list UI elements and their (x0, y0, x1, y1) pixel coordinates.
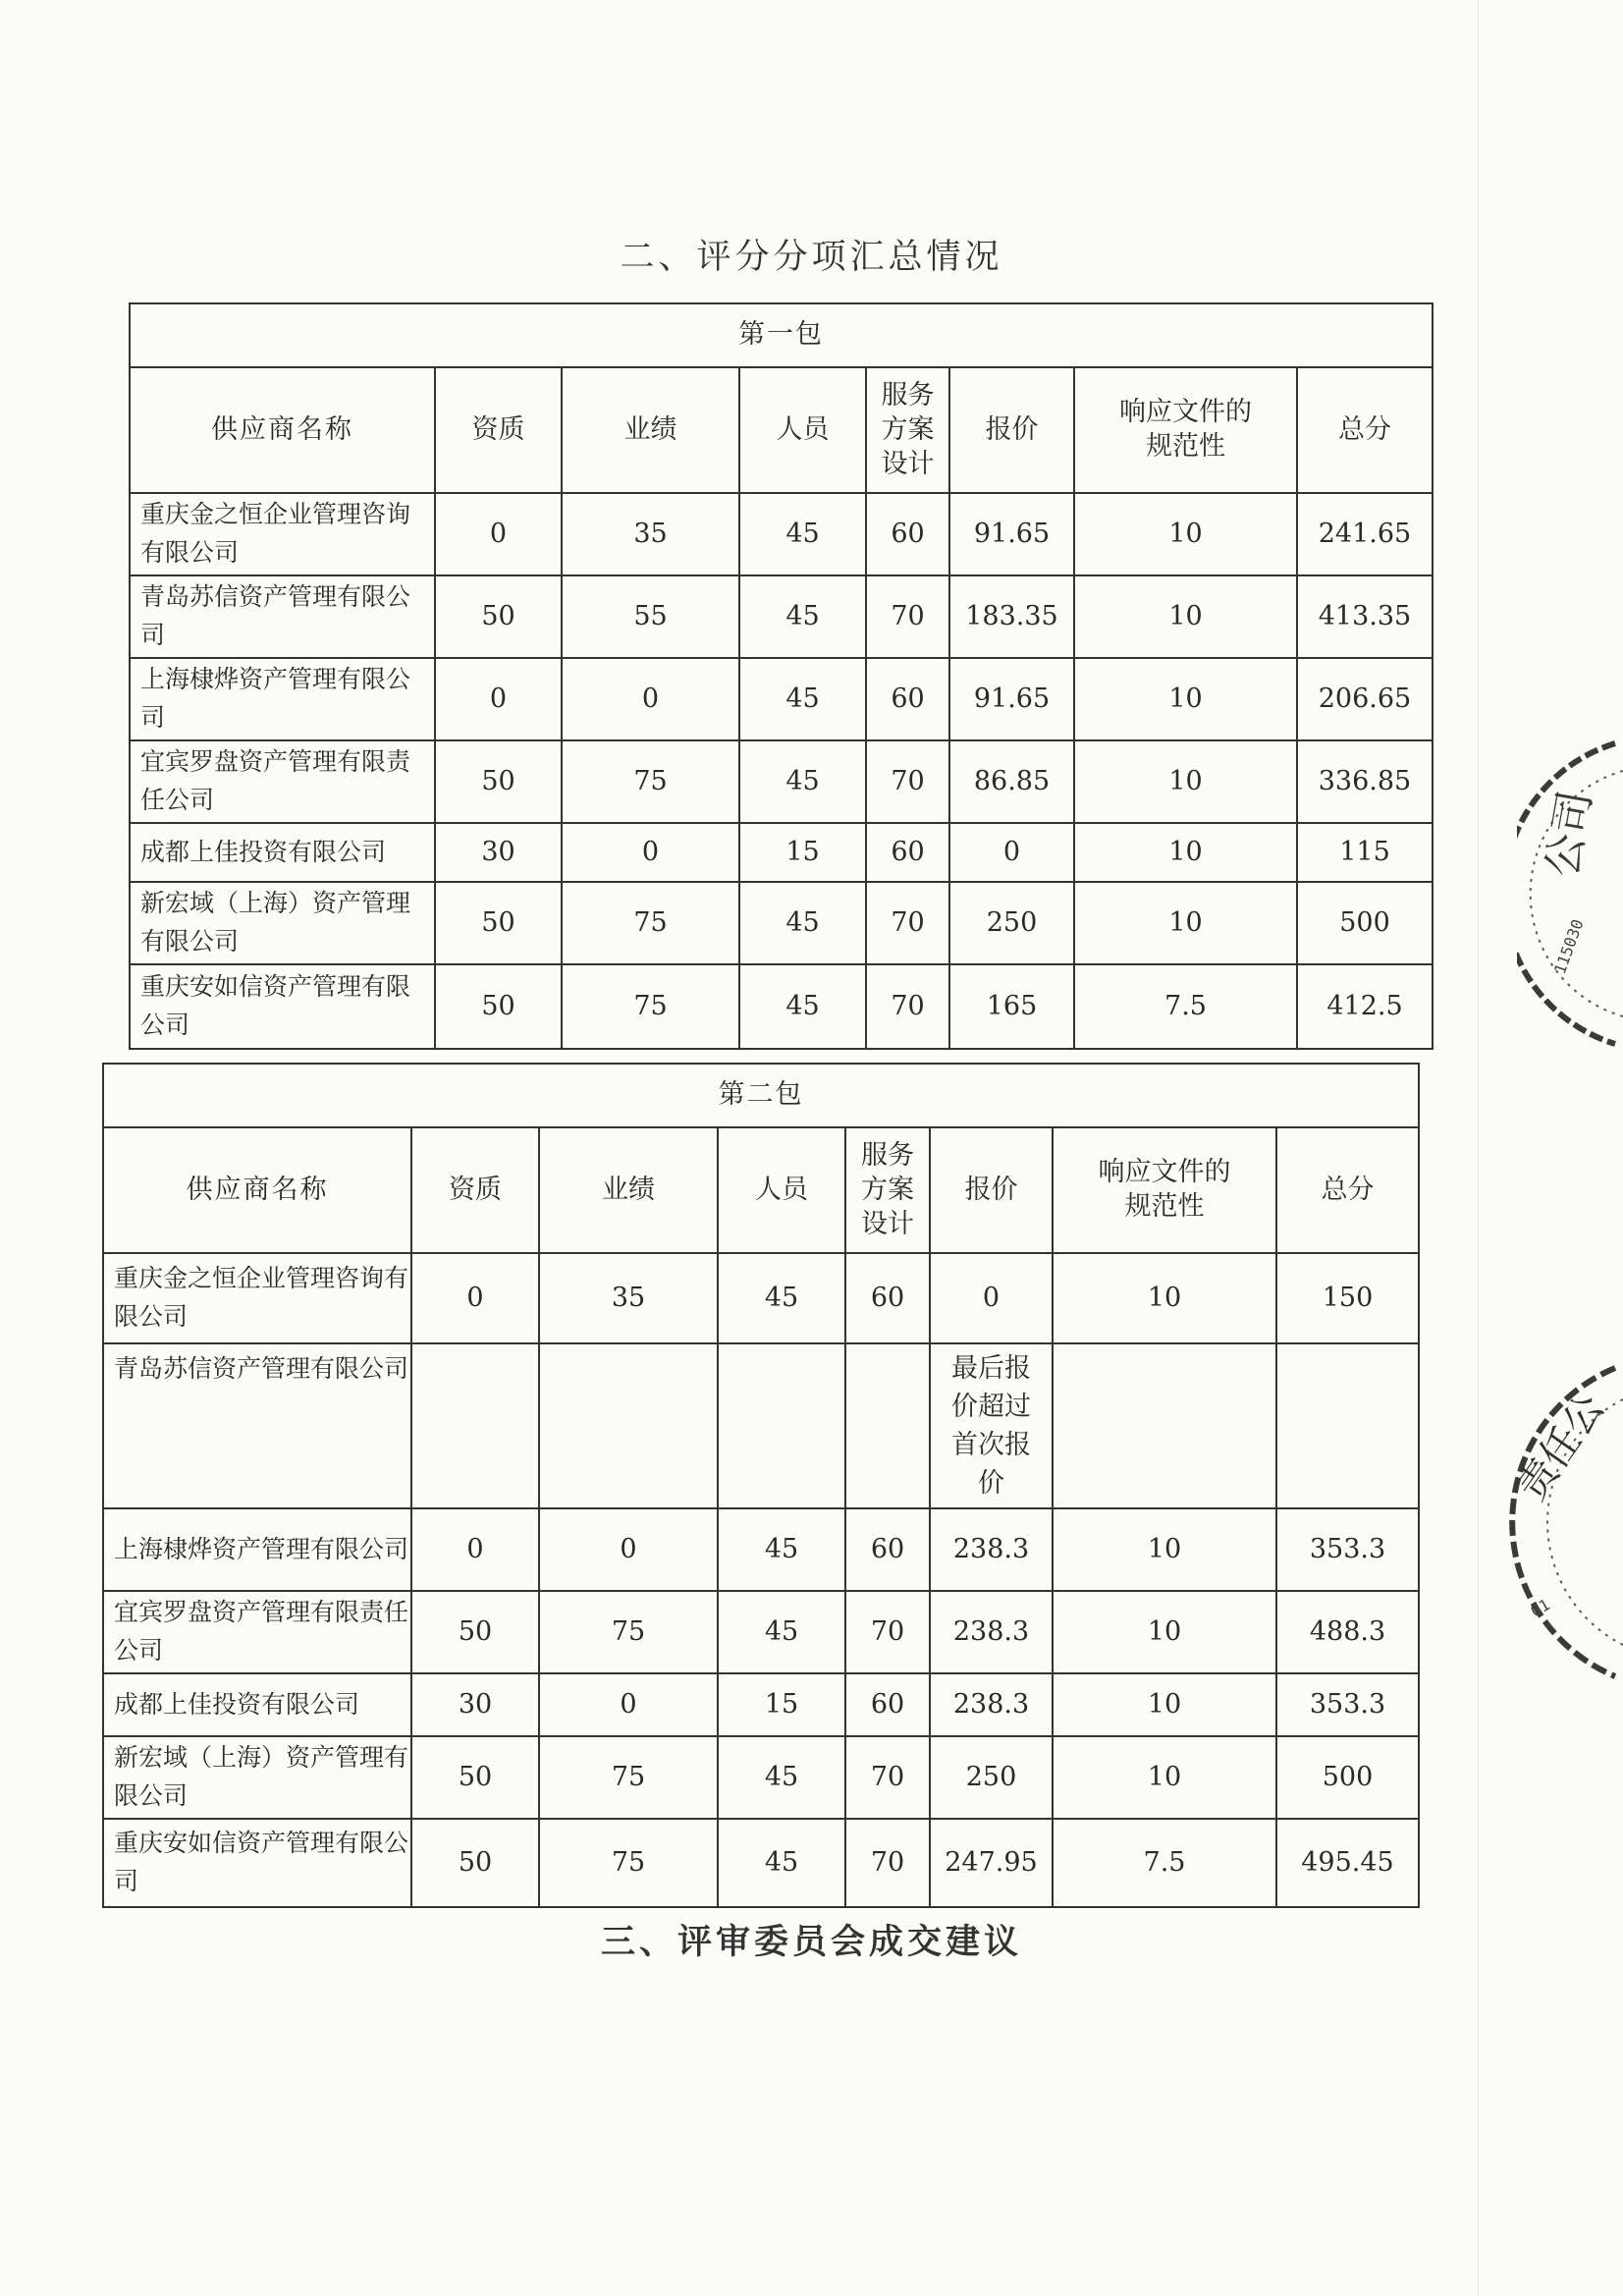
norm-score: 10 (1053, 1253, 1276, 1343)
personnel-score: 45 (718, 1508, 845, 1591)
header-supplier-name: 供应商名称 (103, 1127, 411, 1253)
header-performance: 业绩 (539, 1127, 718, 1253)
table-row (130, 823, 1433, 882)
svg-text:01: 01 (1527, 1595, 1553, 1621)
total-score: 500 (1276, 1736, 1419, 1819)
performance-score: 35 (562, 493, 739, 575)
header-service-design (866, 367, 949, 493)
header-service-design (845, 1127, 930, 1253)
qualification-score: 50 (435, 964, 562, 1049)
company-seal-stamp (1478, 1360, 1623, 1684)
header-service-design-text: 服务方案设计 (861, 1139, 914, 1239)
service-score: 70 (866, 882, 949, 964)
package-1-title: 第一包 (130, 303, 1433, 367)
package-2-score-table (102, 1063, 1420, 1908)
personnel-score: 45 (739, 740, 866, 823)
price-score: 0 (949, 823, 1074, 882)
personnel-score: 15 (739, 823, 866, 882)
supplier-name: 青岛苏信资产管理有限公司 (103, 1343, 411, 1508)
total-score: 150 (1276, 1253, 1419, 1343)
supplier-name: 重庆金之恒企业管理咨询有限公司 (103, 1253, 411, 1343)
header-qualification: 资质 (435, 367, 562, 493)
table-row (103, 1819, 1419, 1907)
total-score: 353.3 (1276, 1673, 1419, 1736)
price-score: 238.3 (930, 1673, 1053, 1736)
table-row (130, 493, 1433, 575)
header-performance: 业绩 (562, 367, 739, 493)
supplier-name: 宜宾罗盘资产管理有限责任公司 (130, 740, 435, 823)
qualification-score: 0 (435, 493, 562, 575)
total-score: 495.45 (1276, 1819, 1419, 1907)
total-score: 336.85 (1297, 740, 1433, 823)
norm-score: 10 (1074, 493, 1297, 575)
supplier-name: 重庆安如信资产管理有限公司 (130, 964, 435, 1049)
supplier-name: 宜宾罗盘资产管理有限责任公司 (103, 1591, 411, 1673)
table-row (103, 1673, 1419, 1736)
performance-score: 0 (539, 1508, 718, 1591)
norm-score: 10 (1074, 658, 1297, 740)
svg-text:公司: 公司 (1537, 787, 1602, 881)
personnel-score: 45 (739, 658, 866, 740)
total-score: 500 (1297, 882, 1433, 964)
package-1-score-table (129, 302, 1434, 1050)
table-row (130, 964, 1433, 1049)
performance-score: 75 (562, 964, 739, 1049)
norm-score: 10 (1074, 575, 1297, 658)
total-score: 413.35 (1297, 575, 1433, 658)
price-score: 247.95 (930, 1819, 1053, 1907)
price-score: 91.65 (949, 493, 1074, 575)
performance-score: 55 (562, 575, 739, 658)
service-score: 60 (845, 1508, 930, 1591)
qualification-score: 50 (411, 1736, 539, 1819)
price-score: 238.3 (930, 1508, 1053, 1591)
supplier-name: 重庆金之恒企业管理咨询有限公司 (130, 493, 435, 575)
service-score: 60 (866, 493, 949, 575)
norm-score: 10 (1053, 1736, 1276, 1819)
service-score: 70 (866, 740, 949, 823)
performance-score: 75 (539, 1819, 718, 1907)
svg-text:115030: 115030 (1549, 916, 1588, 977)
norm-score: 10 (1074, 740, 1297, 823)
qualification-score: 50 (435, 740, 562, 823)
price-score: 250 (949, 882, 1074, 964)
performance-score: 0 (562, 823, 739, 882)
service-score: 70 (845, 1736, 930, 1819)
price-score: 165 (949, 964, 1074, 1049)
supplier-name: 新宏域（上海）资产管理有限公司 (103, 1736, 411, 1819)
norm-score: 10 (1053, 1591, 1276, 1673)
supplier-name: 成都上佳投资有限公司 (130, 823, 435, 882)
total-score (1276, 1343, 1419, 1508)
section-2-title: 二、评分分项汇总情况 (620, 238, 1003, 277)
personnel-score: 45 (739, 575, 866, 658)
supplier-name: 上海棣烨资产管理有限公司 (130, 658, 435, 740)
performance-score (539, 1343, 718, 1508)
norm-score: 7.5 (1053, 1819, 1276, 1907)
price-note: 最后报价超过首次报价 (951, 1352, 1031, 1500)
performance-score: 75 (562, 882, 739, 964)
header-norm (1074, 367, 1297, 493)
total-score: 241.65 (1297, 493, 1433, 575)
supplier-name: 上海棣烨资产管理有限公司 (103, 1508, 411, 1591)
qualification-score: 0 (411, 1508, 539, 1591)
norm-score: 10 (1074, 823, 1297, 882)
norm-score: 10 (1074, 882, 1297, 964)
service-score (845, 1343, 930, 1508)
performance-score: 75 (539, 1591, 718, 1673)
header-qualification: 资质 (411, 1127, 539, 1253)
performance-score: 35 (539, 1253, 718, 1343)
header-total: 总分 (1276, 1127, 1419, 1253)
total-score: 412.5 (1297, 964, 1433, 1049)
service-score: 60 (866, 823, 949, 882)
price-score: 86.85 (949, 740, 1074, 823)
header-personnel: 人员 (739, 367, 866, 493)
package-1-header-row (130, 367, 1433, 493)
table-row (103, 1343, 1419, 1508)
performance-score: 75 (539, 1736, 718, 1819)
total-score: 206.65 (1297, 658, 1433, 740)
qualification-score (411, 1343, 539, 1508)
personnel-score: 45 (739, 493, 866, 575)
supplier-name: 成都上佳投资有限公司 (103, 1673, 411, 1736)
service-score: 60 (845, 1673, 930, 1736)
norm-score: 10 (1053, 1508, 1276, 1591)
header-total: 总分 (1297, 367, 1433, 493)
svg-text:责任公: 责任公 (1508, 1386, 1614, 1509)
header-norm (1053, 1127, 1276, 1253)
norm-score: 7.5 (1074, 964, 1297, 1049)
personnel-score: 45 (718, 1591, 845, 1673)
qualification-score: 50 (435, 575, 562, 658)
personnel-score: 45 (739, 964, 866, 1049)
personnel-score: 15 (718, 1673, 845, 1736)
qualification-score: 50 (411, 1591, 539, 1673)
service-score: 70 (845, 1819, 930, 1907)
table-row (103, 1591, 1419, 1673)
table-row (103, 1736, 1419, 1819)
performance-score: 0 (562, 658, 739, 740)
price-score: 238.3 (930, 1591, 1053, 1673)
personnel-score (718, 1343, 845, 1508)
qualification-score: 30 (435, 823, 562, 882)
personnel-score: 45 (718, 1819, 845, 1907)
personnel-score: 45 (739, 882, 866, 964)
package-2-title: 第二包 (103, 1064, 1419, 1127)
service-score: 60 (845, 1253, 930, 1343)
personnel-score: 45 (718, 1253, 845, 1343)
header-norm-text: 响应文件的规范性 (1119, 397, 1252, 463)
section-3-title: 三、评审委员会成交建议 (600, 1922, 1022, 1962)
company-seal-stamp (1517, 732, 1623, 1056)
price-score: 250 (930, 1736, 1053, 1819)
price-score (930, 1343, 1053, 1508)
total-score: 115 (1297, 823, 1433, 882)
table-row (103, 1508, 1419, 1591)
header-norm-text: 响应文件的规范性 (1098, 1157, 1231, 1223)
table-row (130, 740, 1433, 823)
supplier-name: 重庆安如信资产管理有限公司 (103, 1819, 411, 1907)
header-service-design-text: 服务方案设计 (881, 379, 935, 479)
supplier-name: 青岛苏信资产管理有限公司 (130, 575, 435, 658)
service-score: 60 (866, 658, 949, 740)
table-row (130, 882, 1433, 964)
price-score: 0 (930, 1253, 1053, 1343)
table-row (130, 658, 1433, 740)
norm-score: 10 (1053, 1673, 1276, 1736)
service-score: 70 (845, 1591, 930, 1673)
qualification-score: 30 (411, 1673, 539, 1736)
qualification-score: 0 (435, 658, 562, 740)
table-row (130, 575, 1433, 658)
price-score: 183.35 (949, 575, 1074, 658)
qualification-score: 50 (411, 1819, 539, 1907)
header-price: 报价 (949, 367, 1074, 493)
supplier-name: 新宏域（上海）资产管理有限公司 (130, 882, 435, 964)
service-score: 70 (866, 964, 949, 1049)
norm-score (1053, 1343, 1276, 1508)
qualification-score: 0 (411, 1253, 539, 1343)
total-score: 488.3 (1276, 1591, 1419, 1673)
performance-score: 0 (539, 1673, 718, 1736)
table-row (103, 1253, 1419, 1343)
performance-score: 75 (562, 740, 739, 823)
personnel-score: 45 (718, 1736, 845, 1819)
total-score: 353.3 (1276, 1508, 1419, 1591)
qualification-score: 50 (435, 882, 562, 964)
header-supplier-name: 供应商名称 (130, 367, 435, 493)
service-score: 70 (866, 575, 949, 658)
header-price: 报价 (930, 1127, 1053, 1253)
header-personnel: 人员 (718, 1127, 845, 1253)
package-2-header-row (103, 1127, 1419, 1253)
price-score: 91.65 (949, 658, 1074, 740)
